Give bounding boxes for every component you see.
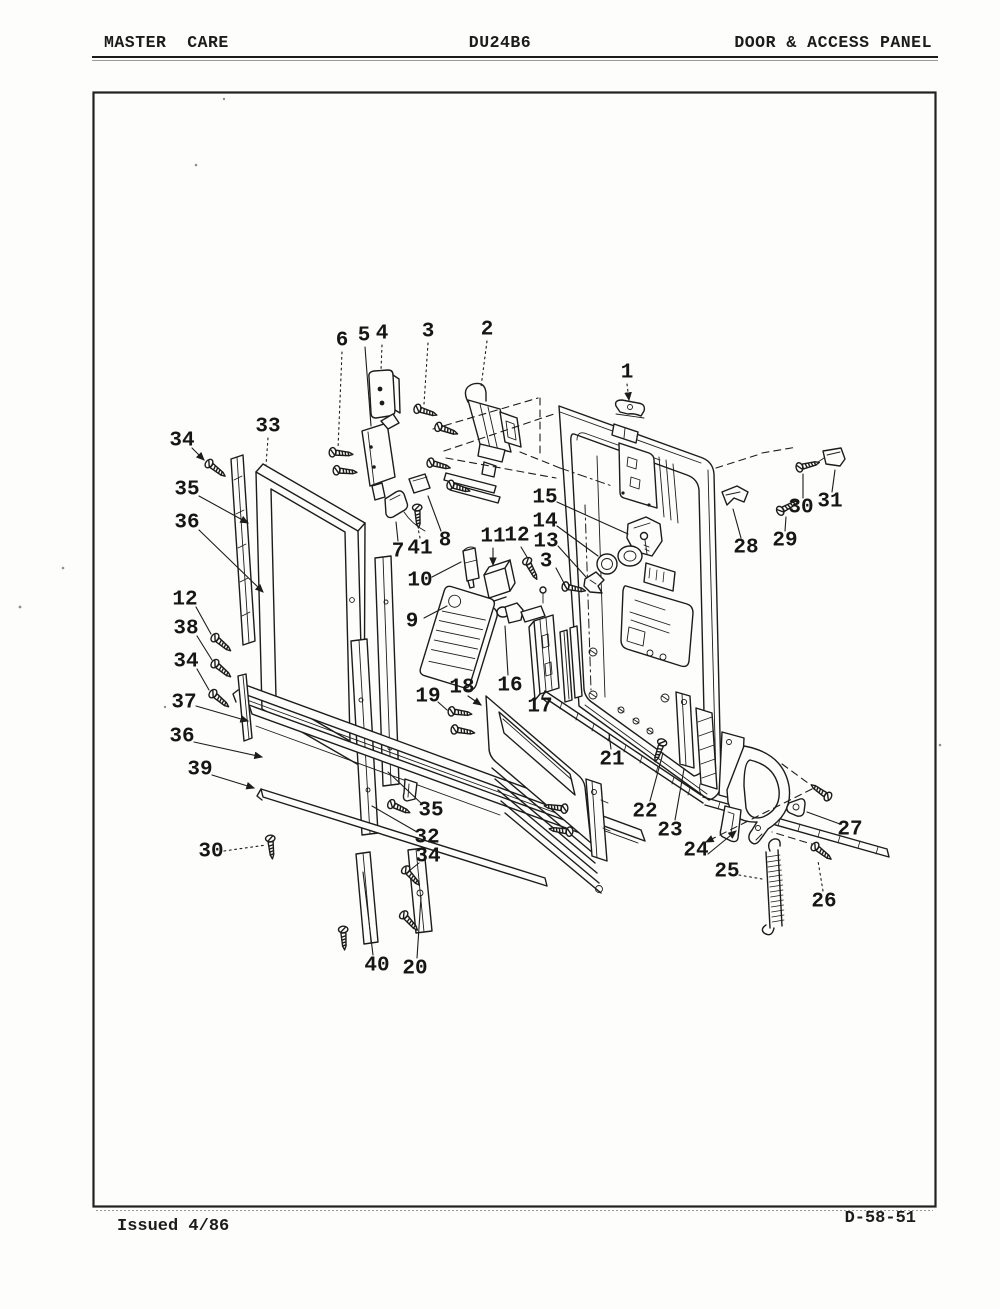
callout-21: 21 <box>599 748 625 772</box>
leader-line-7 <box>396 522 398 541</box>
footer-issued-date: Issued 4/86 <box>117 1217 230 1236</box>
callout-36: 36 <box>174 511 200 535</box>
callout-26: 26 <box>811 890 837 914</box>
callout-29: 29 <box>772 529 798 553</box>
callout-33: 33 <box>255 415 281 439</box>
leader-line-30 <box>224 845 266 851</box>
callout-39: 39 <box>187 758 213 782</box>
callout-12: 12 <box>172 588 198 612</box>
leader-line-28 <box>733 509 741 538</box>
leader-line-31 <box>832 470 835 492</box>
leader-line-36 <box>194 742 262 757</box>
part-nut-27 <box>787 799 805 816</box>
callout-17: 17 <box>527 695 553 719</box>
header-brand: MASTER CARE <box>104 33 229 52</box>
callout-23: 23 <box>657 819 683 843</box>
leader-line-12 <box>521 547 527 557</box>
callout-37: 37 <box>171 691 197 715</box>
callout-4: 4 <box>375 322 389 346</box>
callout-27: 27 <box>837 818 863 842</box>
leader-line-8 <box>428 496 441 531</box>
part-fastener-31 <box>818 448 845 466</box>
footer-page-id: D-58-51 <box>844 1209 916 1228</box>
leader-line-39 <box>212 775 254 788</box>
callout-30: 30 <box>198 840 224 864</box>
leader-line-6 <box>338 352 342 449</box>
part-strike-plate-4 <box>369 370 400 418</box>
callout-15: 15 <box>532 486 558 510</box>
header-section: DOOR & ACCESS PANEL <box>734 33 932 52</box>
header-model: DU24B6 <box>468 33 532 52</box>
callout-16: 16 <box>497 674 523 698</box>
part-spring-25 <box>762 839 784 935</box>
leader-line-16 <box>505 626 508 675</box>
callout-13: 13 <box>533 530 559 554</box>
callout-32: 32 <box>414 826 440 850</box>
callout-11: 11 <box>480 525 506 549</box>
leader-line-41 <box>418 528 420 538</box>
leader-line-3 <box>556 568 565 585</box>
part-bracket-17 <box>529 615 559 700</box>
callout-12: 12 <box>504 524 530 548</box>
leader-line-34 <box>197 669 209 690</box>
callout-1: 1 <box>620 361 634 385</box>
callout-38: 38 <box>173 617 199 641</box>
leader-line-25 <box>739 875 762 879</box>
callout-34: 34 <box>173 650 199 674</box>
callout-25: 25 <box>714 860 740 884</box>
callout-9: 9 <box>405 610 419 634</box>
callout-18: 18 <box>449 676 475 700</box>
callout-5: 5 <box>357 324 371 348</box>
diagram-border <box>94 93 936 1207</box>
part-clip-28 <box>722 486 748 505</box>
callout-14: 14 <box>532 510 558 534</box>
callout-31: 31 <box>817 490 843 514</box>
callout-40: 40 <box>364 954 390 978</box>
part-inner-door-panel <box>559 406 721 800</box>
callout-28: 28 <box>733 536 759 560</box>
leader-line-4 <box>381 345 382 370</box>
leader-line-2 <box>481 341 487 387</box>
part-bumper-10 <box>463 547 479 588</box>
callout-30: 30 <box>788 496 814 520</box>
callout-41: 41 <box>407 537 433 561</box>
callout-34: 34 <box>169 429 195 453</box>
callout-3: 3 <box>539 550 553 574</box>
callout-35: 35 <box>174 478 200 502</box>
leader-line-33 <box>266 438 268 465</box>
leader-line-27 <box>807 812 840 824</box>
leader-line-1 <box>627 384 629 400</box>
callout-35: 35 <box>418 799 444 823</box>
callout-19: 19 <box>415 685 441 709</box>
callout-2: 2 <box>480 318 494 342</box>
leader-line-26 <box>818 861 823 891</box>
callout-10: 10 <box>407 569 433 593</box>
part-strip-40 <box>356 852 378 944</box>
callout-34: 34 <box>415 845 441 869</box>
leader-line-3 <box>424 343 428 404</box>
part-switch-block-5 <box>362 414 399 500</box>
part-left-trim-strip <box>231 455 255 645</box>
callout-6: 6 <box>335 329 349 353</box>
part-top-clip-1 <box>616 400 645 418</box>
callout-22: 22 <box>632 800 658 824</box>
callout-8: 8 <box>438 529 452 553</box>
callout-7: 7 <box>391 540 405 564</box>
top-right-dashed-guides <box>716 447 797 468</box>
callout-24: 24 <box>683 839 709 863</box>
leader-line-10 <box>432 562 461 577</box>
callout-3: 3 <box>421 320 435 344</box>
part-spacer-8 <box>409 474 430 493</box>
leader-line-38 <box>197 636 212 660</box>
callout-36: 36 <box>169 725 195 749</box>
callout-20: 20 <box>402 957 428 981</box>
leader-line-37 <box>196 706 248 721</box>
leader-line-36 <box>199 530 263 592</box>
